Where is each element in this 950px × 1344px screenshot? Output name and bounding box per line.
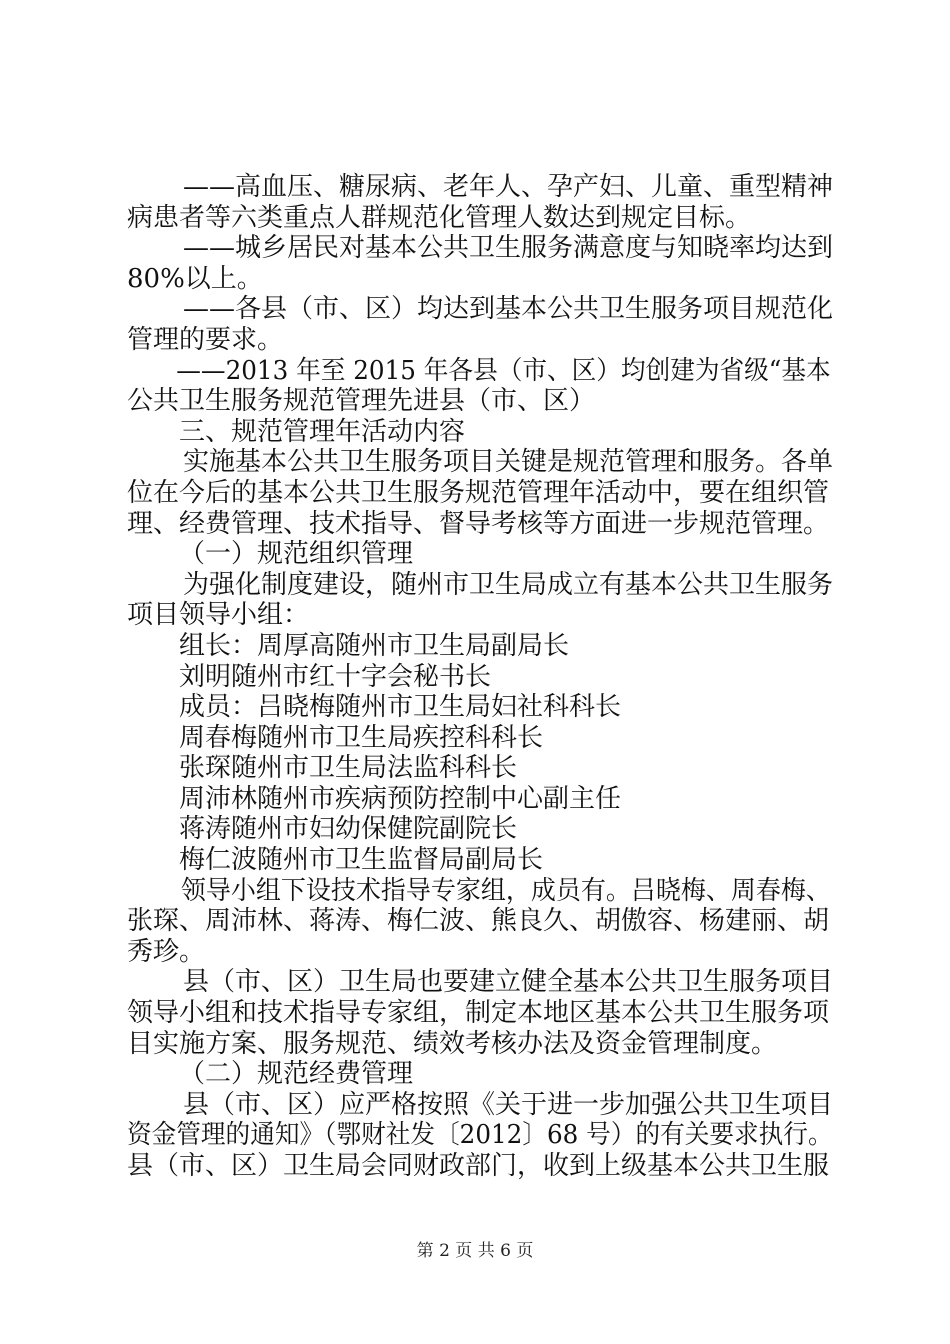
document-line: 理、经费管理、技术指导、督导考核等方面进一步规范管理。 — [127, 508, 830, 539]
document-body — [127, 172, 833, 1182]
document-line: 三、规范管理年活动内容 — [179, 416, 466, 447]
document-line: 为强化制度建设，随州市卫生局成立有基本公共卫生服务 — [183, 569, 834, 600]
document-line: （二）规范经费管理 — [179, 1059, 414, 1090]
document-line: 项目领导小组： — [127, 600, 310, 631]
document-line: 张琛随州市卫生局法监科科长 — [179, 753, 518, 784]
document-line: 秀珍。 — [127, 936, 206, 967]
document-line: 周春梅随州市卫生局疾控科科长 — [179, 722, 544, 753]
document-line: 病患者等六类重点人群规范化管理人数达到规定目标。 — [127, 202, 752, 233]
document-line: 县（市、区）卫生局也要建立健全基本公共卫生服务项目 — [183, 967, 834, 998]
document-line: ——高血压、糖尿病、老年人、孕产妇、儿童、重型精神 — [183, 172, 834, 202]
page-footer — [0, 1240, 950, 1262]
document-line: 县（市、区）应严格按照《关于进一步加强公共卫生项目 — [183, 1089, 834, 1120]
document-line: 实施基本公共卫生服务项目关键是规范管理和服务。各单 — [183, 447, 834, 478]
document-line: 领导小组和技术指导专家组，制定本地区基本公共卫生服务项 — [127, 998, 830, 1029]
document-line: ——2013 年至 2015 年各县（市、区）均创建为省级“基本 — [176, 355, 831, 386]
document-line: 80%以上。 — [127, 263, 263, 294]
document-line: ——各县（市、区）均达到基本公共卫生服务项目规范化 — [183, 294, 834, 325]
document-line: 蒋涛随州市妇幼保健院副院长 — [179, 814, 518, 845]
document-line: 资金管理的通知》（鄂财社发〔2012〕68 号）的有关要求执行。 — [127, 1120, 833, 1151]
document-line: （一）规范组织管理 — [179, 539, 414, 570]
document-line: 成员：吕晓梅随州市卫生局妇社科科长 — [179, 692, 622, 723]
document-line: 刘明随州市红十字会秘书长 — [179, 661, 492, 692]
document-line: 梅仁波随州市卫生监督局副局长 — [179, 845, 544, 876]
document-line: 组长：周厚高随州市卫生局副局长 — [179, 630, 570, 661]
document-line: 领导小组下设技术指导专家组，成员有。吕晓梅、周春梅、 — [180, 875, 831, 906]
document-line: ——城乡居民对基本公共卫生服务满意度与知晓率均达到 — [183, 233, 834, 264]
document-line: 张琛、周沛林、蒋涛、梅仁波、熊良久、胡傲容、杨建丽、胡 — [127, 906, 830, 937]
document-line: 位在今后的基本公共卫生服务规范管理年活动中，要在组织管 — [127, 477, 830, 508]
document-line: 公共卫生服务规范管理先进县（市、区） — [127, 386, 596, 417]
page-number-label: 第 2 页 共 6 页 — [416, 1241, 534, 1261]
document-line: 管理的要求。 — [127, 324, 284, 355]
document-line: 目实施方案、服务规范、绩效考核办法及资金管理制度。 — [127, 1028, 778, 1059]
document-line: 周沛林随州市疾病预防控制中心副主任 — [179, 783, 622, 814]
document-line: 县（市、区）卫生局会同财政部门，收到上级基本公共卫生服 — [127, 1151, 830, 1181]
